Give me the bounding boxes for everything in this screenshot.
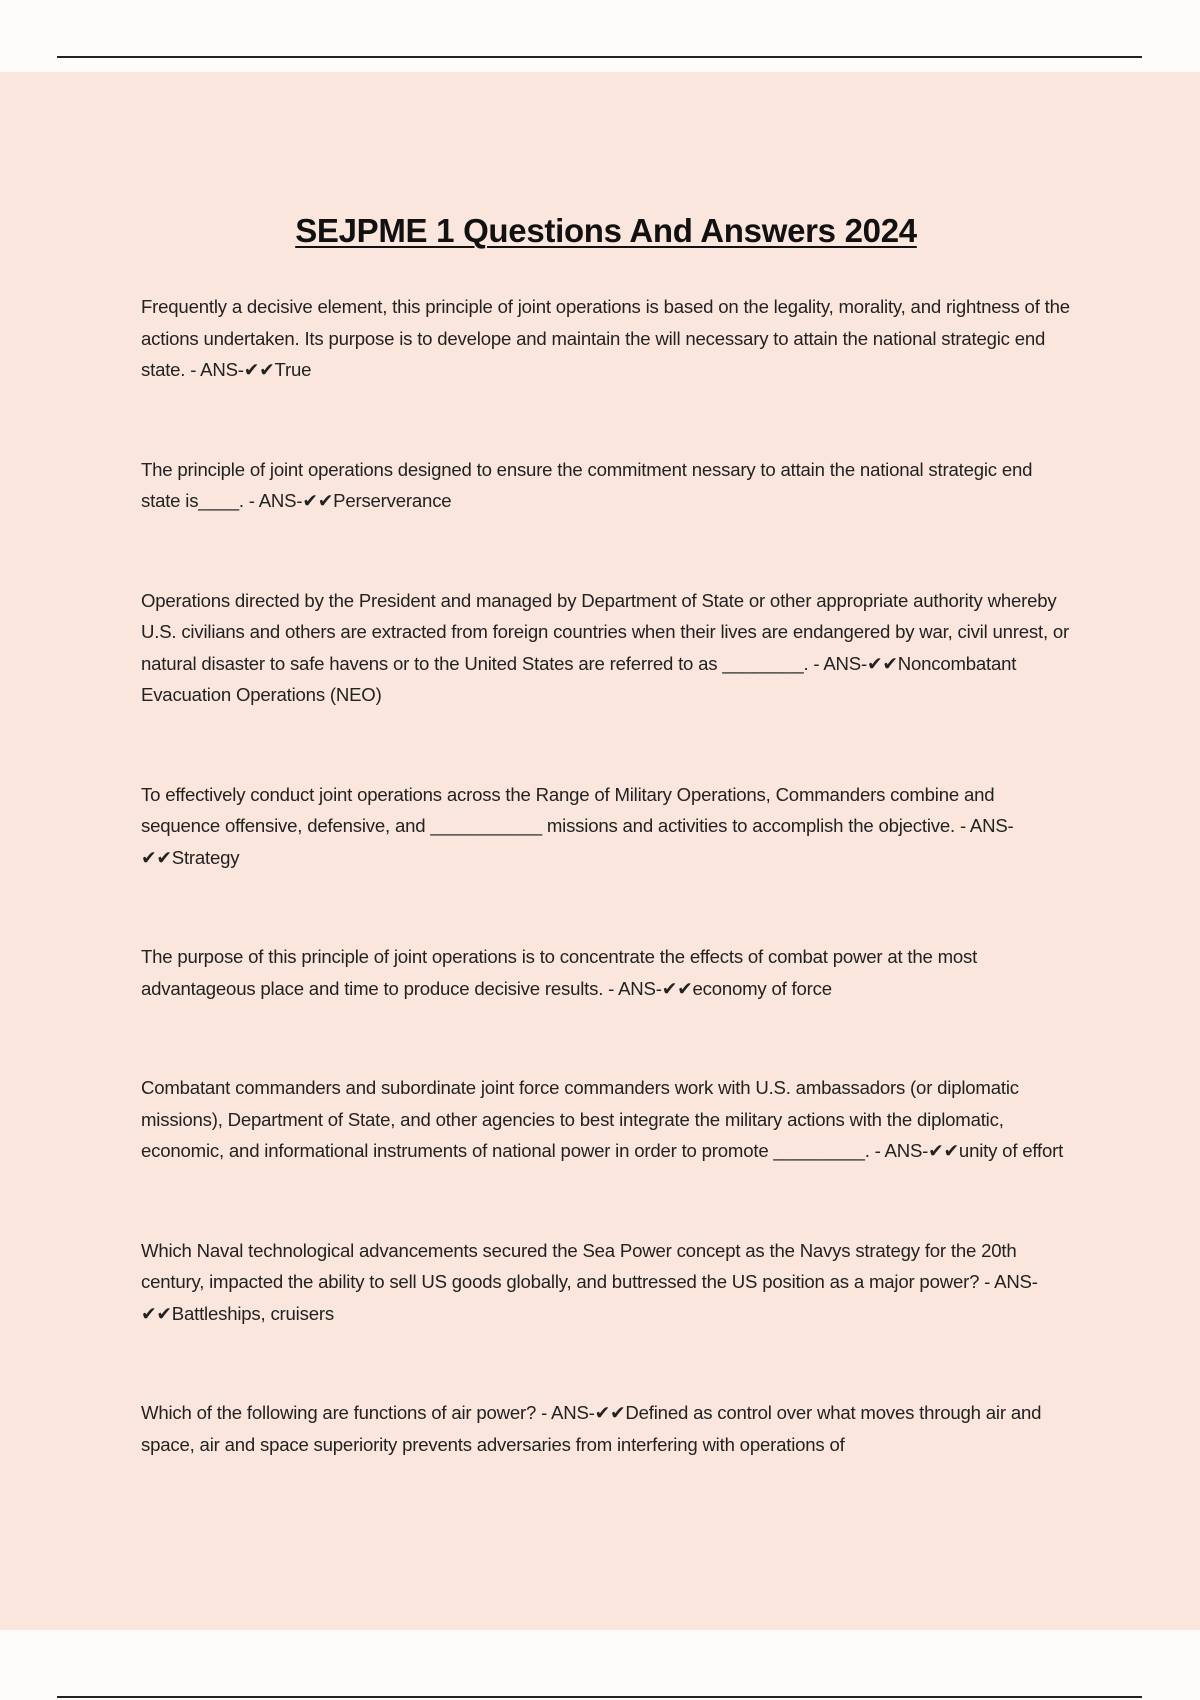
qa-item: To effectively conduct joint operations across the Range of Military Operations, Commanders combine and sequence offensive, defensive, and ___________ missions and activities to accomplish the objective. - ANS-✔✔Strategy bbox=[141, 783, 1014, 868]
qa-item: Which Naval technological advancements secured the Sea Power concept as the Navys strategy for the 20th century, impacted the ability to sell US goods globally, and buttressed the US position as a major power? - ANS-✔✔Battleships, cruisers bbox=[141, 1239, 1038, 1324]
document-title: SEJPME 1 Questions And Answers 2024 bbox=[295, 212, 917, 249]
document-body bbox=[141, 212, 1071, 1528]
qa-item: Combatant commanders and subordinate joint force commanders work with U.S. ambassadors (or diplomatic missions), Department of State, and other agencies to best integrate the military actions with the diplomatic, economic, and informational instruments of national power in order to promote _________. - ANS-✔✔unity of effort bbox=[141, 1077, 1064, 1161]
qa-item: Which of the following are functions of air power? - ANS-✔✔Defined as control over what moves through air and space, air and space superiority prevents adversaries from interfering with operations of bbox=[141, 1402, 1042, 1455]
qa-item: The principle of joint operations designed to ensure the commitment nessary to attain the national strategic end state is____. - ANS-✔✔Perserverance bbox=[141, 458, 1033, 511]
qa-item: Operations directed by the President and managed by Department of State or other appropriate authority whereby U.S. civilians and others are extracted from foreign countries when their lives are endangered by war, civil unrest, or natural disaster to safe havens or to the United States are referred to as ________. - ANS-✔✔Noncombatant Evacuation Operations (NEO) bbox=[141, 589, 1070, 705]
qa-item: Frequently a decisive element, this principle of joint operations is based on the legality, morality, and rightness of the actions undertaken. Its purpose is to develope and maintain the will necessary to attain the national strategic end state. - ANS-✔✔True bbox=[141, 296, 1070, 380]
header-rule bbox=[57, 56, 1142, 58]
qa-item: The purpose of this principle of joint operations is to concentrate the effects of combat power at the most advantageous place and time to produce decisive results. - ANS-✔✔economy of force bbox=[141, 946, 978, 999]
footer-rule bbox=[57, 1696, 1142, 1698]
